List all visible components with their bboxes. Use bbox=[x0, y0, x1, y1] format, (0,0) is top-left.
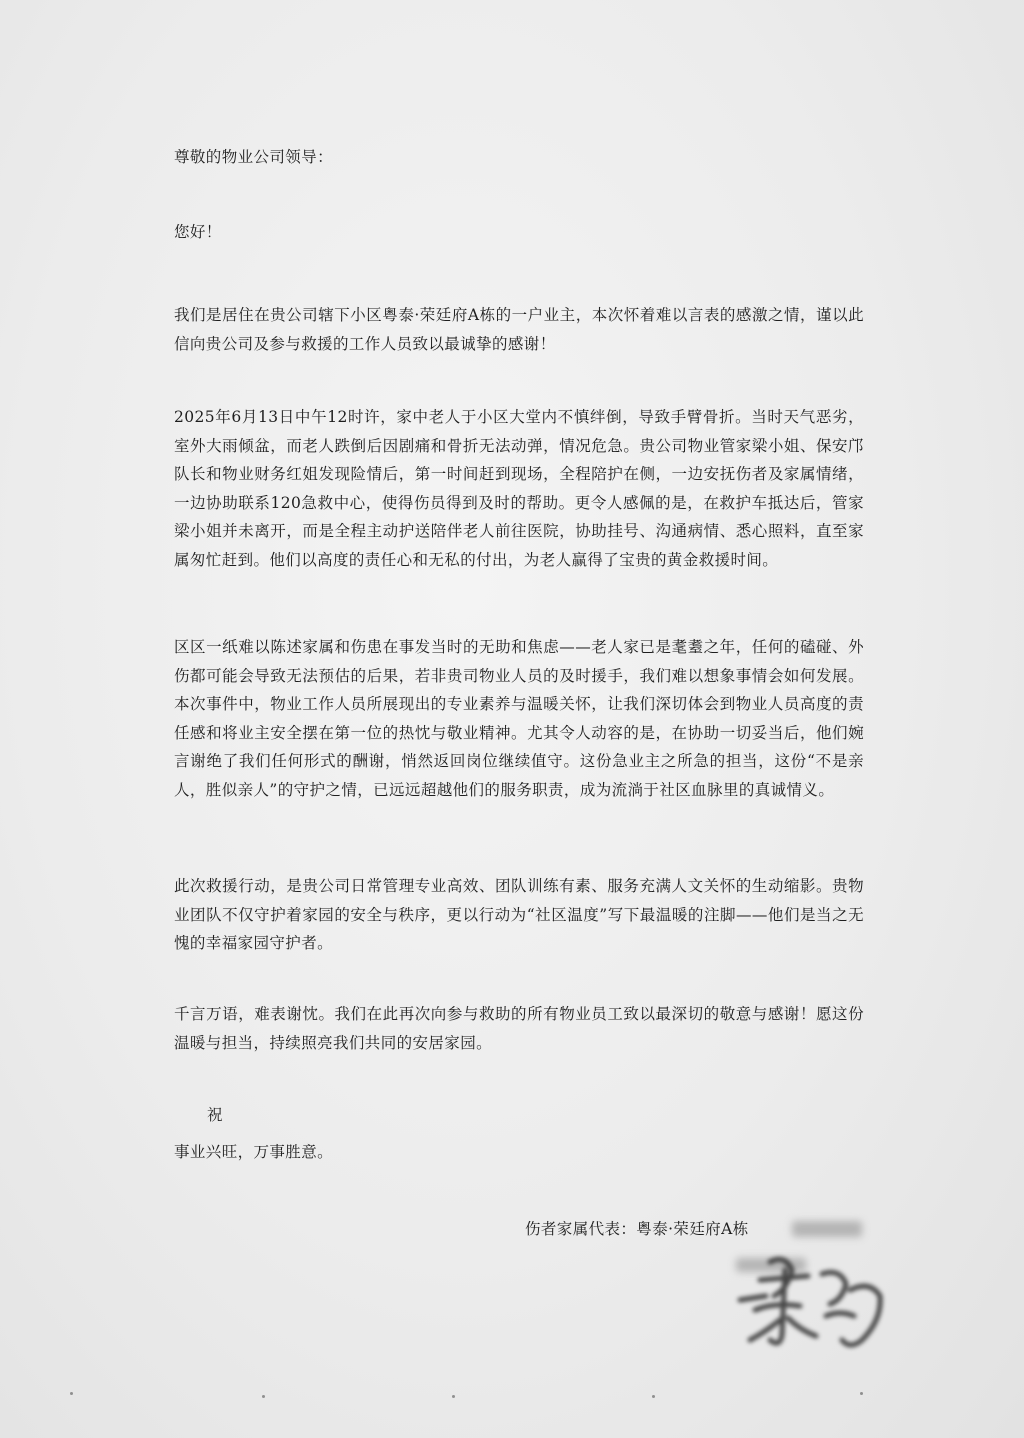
redacted-room-number bbox=[792, 1221, 862, 1237]
letter-paragraph-praise: 此次救援行动，是贵公司日常管理专业高效、团队训练有素、服务充满人文关怀的生动缩影。贵物业团队不仅守护着家园的安全与秩序，更以行动为“社区温度”写下最温暖的注脚——他们是当之无愧的幸福家园守护者。 bbox=[174, 877, 864, 953]
page-mark bbox=[70, 1392, 73, 1395]
letter-signoff: 伤者家属代表：粤泰·荣廷府A栋 bbox=[525, 1220, 749, 1238]
letter-closing-wish: 祝 bbox=[207, 1106, 223, 1124]
letter-greeting: 您好！ bbox=[174, 223, 222, 241]
blurred-signature-icon bbox=[730, 1240, 910, 1360]
letter-paragraph-intro: 我们是居住在贵公司辖下小区粤泰·荣廷府A栋的一户业主，本次怀着难以言表的感激之情，谨以此信向贵公司及参与救援的工作人员致以最诚挚的感谢！ bbox=[174, 306, 864, 353]
letter-paragraph-gratitude: 区区一纸难以陈述家属和伤患在事发当时的无助和焦虑——老人家已是耄耋之年，任何的磕碰、外伤都可能会导致无法预估的后果，若非贵司物业人员的及时援手，我们难以想象事情会如何发展。本次事件中，物业工作人员所展现出的专业素养与温暖关怀，让我们深切体会到物业人员高度的责任感和将业主安全摆在第一位的热忱与敬业精神。尤其令人动容的是，在协助一切妥当后，他们婉言谢绝了我们任何形式的酬谢，悄然返回岗位继续值守。这份急业主之所急的担当，这份“不是亲人，胜似亲人”的守护之情，已远远超越他们的服务职责，成为流淌于社区血脉里的真诚情义。 bbox=[174, 638, 864, 799]
page-mark bbox=[452, 1395, 455, 1398]
page-mark bbox=[860, 1392, 863, 1395]
letter-paragraph-incident: 2025年6月13日中午12时许，家中老人于小区大堂内不慎绊倒，导致手臂骨折。当时天气恶劣，室外大雨倾盆，而老人跌倒后因剧痛和骨折无法动弹，情况危急。贵公司物业管家梁小姐、保安邝队长和物业财务红姐发现险情后，第一时间赶到现场，全程陪护在侧，一边安抚伤者及家属情绪，一边协助联系120急救中心，使得伤员得到及时的帮助。更令人感佩的是，在救护车抵达后，管家梁小姐并未离开，而是全程主动护送陪伴老人前往医院，协助挂号、沟通病情、悉心照料，直至家属匆忙赶到。他们以高度的责任心和无私的付出，为老人赢得了宝贵的黄金救援时间。 bbox=[174, 408, 864, 569]
letter-salutation: 尊敬的物业公司领导： bbox=[174, 148, 334, 166]
letter-closing-blessing: 事业兴旺，万事胜意。 bbox=[174, 1143, 334, 1161]
letter-paragraph-conclusion: 千言万语，难表谢忱。我们在此再次向参与救助的所有物业员工致以最深切的敬意与感谢！愿这份温暖与担当，持续照亮我们共同的安居家园。 bbox=[174, 1005, 864, 1052]
page-mark bbox=[652, 1395, 655, 1398]
page-mark bbox=[262, 1395, 265, 1398]
